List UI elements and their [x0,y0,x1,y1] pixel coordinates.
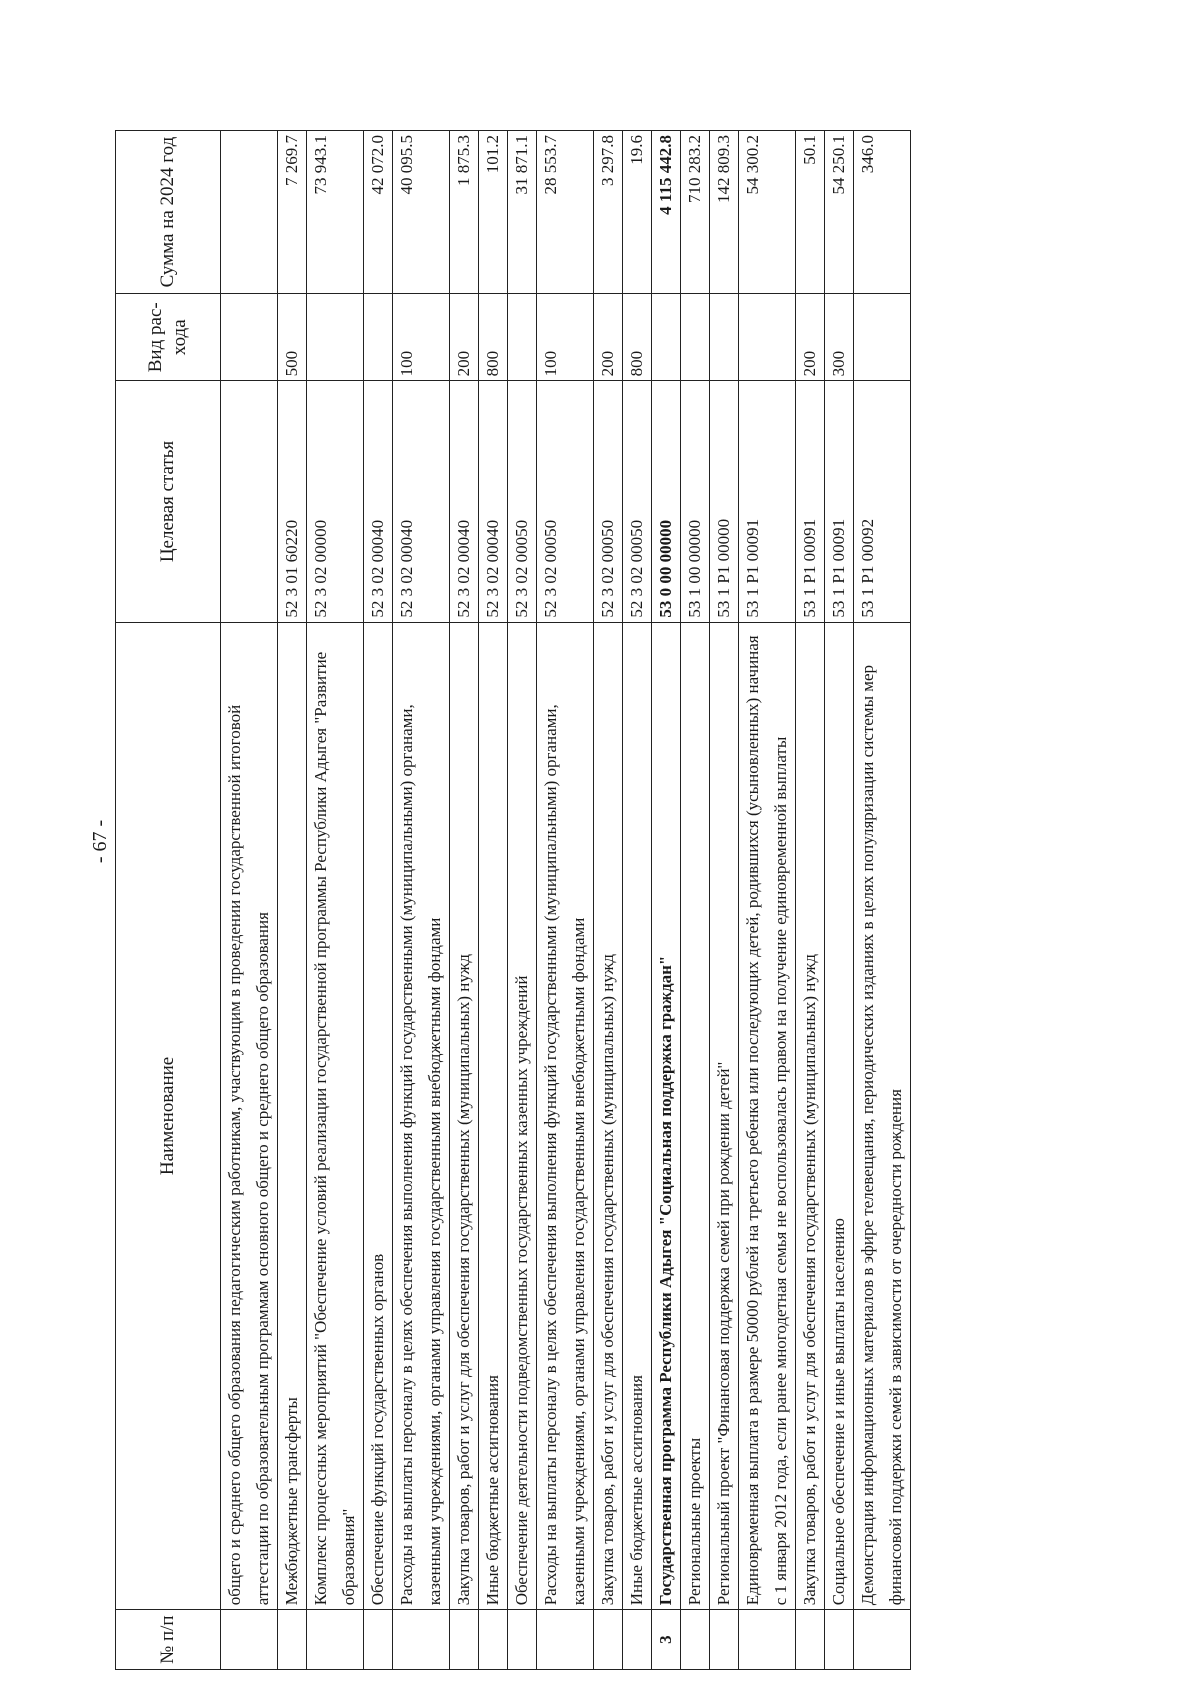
cell-name: Региональный проект "Финансовая поддержка семей при рождении детей" [710,622,739,1610]
table-row [854,131,911,1670]
cell-code: 52 3 02 00050 [594,381,623,622]
cell-kind: 800 [479,294,508,381]
cell-code: 52 3 02 00040 [479,381,508,622]
table-row [825,131,854,1670]
cell-kind [364,294,393,381]
cell-sum: 40 095.5 [393,131,450,294]
cell-num [364,1610,393,1670]
cell-kind: 200 [594,294,623,381]
cell-num [508,1610,537,1670]
cell-kind [307,294,364,381]
cell-kind [652,294,681,381]
cell-code: 52 3 02 00050 [508,381,537,622]
cell-kind: 200 [796,294,825,381]
cell-num [681,1610,710,1670]
cell-num [854,1610,911,1670]
cell-name: Закупка товаров, работ и услуг для обеспечения государственных (муниципальных) нужд [796,622,825,1610]
table-body [221,131,911,1670]
cell-name: Социальное обеспечение и иные выплаты населению [825,622,854,1610]
cell-num [307,1610,364,1670]
cell-name: Обеспечение функций государственных органов [364,622,393,1610]
cell-sum: 31 871.1 [508,131,537,294]
cell-code: 53 1 00 00000 [681,381,710,622]
cell-kind [681,294,710,381]
cell-code: 53 0 00 00000 [652,381,681,622]
cell-kind [854,294,911,381]
cell-code: 52 3 02 00040 [393,381,450,622]
cell-sum: 50.1 [796,131,825,294]
cell-kind: 100 [393,294,450,381]
table-header-row [116,131,221,1670]
cell-sum: 54 250.1 [825,131,854,294]
cell-num [479,1610,508,1670]
table-row [594,131,623,1670]
cell-kind [221,294,278,381]
cell-code: 52 3 02 00050 [623,381,652,622]
table-row [710,131,739,1670]
table-row [479,131,508,1670]
cell-num [739,1610,796,1670]
table-row [796,131,825,1670]
cell-code: 53 1 P1 00092 [854,381,911,622]
cell-code: 52 3 02 00000 [307,381,364,622]
cell-kind [710,294,739,381]
table-row [307,131,364,1670]
cell-sum: 710 283.2 [681,131,710,294]
table-container [115,130,995,1670]
cell-sum: 73 943.1 [307,131,364,294]
cell-num [450,1610,479,1670]
cell-code: 53 1 P1 00091 [739,381,796,622]
cell-num [537,1610,594,1670]
header-name: Наименование [116,622,221,1610]
cell-kind: 300 [825,294,854,381]
cell-code [221,381,278,622]
cell-num: 3 [652,1610,681,1670]
cell-num [393,1610,450,1670]
cell-kind: 200 [450,294,479,381]
budget-table [115,130,911,1670]
cell-sum: 1 875.3 [450,131,479,294]
cell-name: Закупка товаров, работ и услуг для обеспечения государственных (муниципальных) нужд [594,622,623,1610]
cell-name: Расходы на выплаты персоналу в целях обеспечения выполнения функций государственными (муниципальными) органами, казенными учреждениями, органами управления государственными внебюджетными фондами [537,622,594,1610]
cell-name: Региональные проекты [681,622,710,1610]
header-code: Целевая статья [116,381,221,622]
cell-sum: 346.0 [854,131,911,294]
cell-num [278,1610,307,1670]
cell-name: Комплекс процессных мероприятий "Обеспечение условий реализации государственной программы Республики Адыгея "Развитие образования" [307,622,364,1610]
cell-code: 52 3 02 00040 [364,381,393,622]
cell-kind [508,294,537,381]
cell-sum [221,131,278,294]
table-row [623,131,652,1670]
cell-sum: 42 072.0 [364,131,393,294]
cell-code: 53 1 P1 00000 [710,381,739,622]
header-sum: Сумма на 2024 год [116,131,221,294]
cell-name: Межбюджетные трансферты [278,622,307,1610]
cell-kind: 100 [537,294,594,381]
cell-num [221,1610,278,1670]
table-row [393,131,450,1670]
table-row [221,131,278,1670]
cell-name: Иные бюджетные ассигнования [623,622,652,1610]
cell-name: Закупка товаров, работ и услуг для обеспечения государственных (муниципальных) нужд [450,622,479,1610]
cell-code: 53 1 P1 00091 [796,381,825,622]
cell-code: 52 3 02 00050 [537,381,594,622]
header-num: № п/п [116,1610,221,1670]
table-row [681,131,710,1670]
cell-name: Демонстрация информационных материалов в эфире телевещания, периодических изданиях в целях популяризации системы мер финансовой поддержки семей в зависимости от очередности рождения [854,622,911,1610]
cell-sum: 142 809.3 [710,131,739,294]
table-row [278,131,307,1670]
cell-num [825,1610,854,1670]
cell-code: 52 3 01 60220 [278,381,307,622]
cell-code: 53 1 P1 00091 [825,381,854,622]
cell-kind: 500 [278,294,307,381]
rotated-page [115,130,995,1670]
cell-name: Обеспечение деятельности подведомственных государственных казенных учреждений [508,622,537,1610]
table-row [364,131,393,1670]
table-row [652,131,681,1670]
cell-name: Единовременная выплата в размере 50000 рублей на третьего ребенка или последующих детей, родившихся (усыновленных) начиная с 1 января 2012 года, если ранее многодетная семья не воспользовалась правом на получение единовременной выплаты [739,622,796,1610]
table-row [537,131,594,1670]
cell-name: Расходы на выплаты персоналу в целях обеспечения выполнения функций государственными (муниципальными) органами, казенными учреждениями, органами управления государственными внебюджетными фондами [393,622,450,1610]
header-kind: Вид рас- хода [116,294,221,381]
cell-num [594,1610,623,1670]
table-row [508,131,537,1670]
cell-sum: 7 269.7 [278,131,307,294]
table-row [739,131,796,1670]
cell-num [710,1610,739,1670]
cell-name: Государственная программа Республики Адыгея "Социальная поддержка граждан" [652,622,681,1610]
cell-name: общего и среднего общего образования педагогическим работникам, участвующим в проведении государственной итоговой аттестации по образовательным программам основного общего и среднего общего образования [221,622,278,1610]
cell-sum: 19.6 [623,131,652,294]
table-row [450,131,479,1670]
cell-kind: 800 [623,294,652,381]
cell-sum: 3 297.8 [594,131,623,294]
cell-sum: 101.2 [479,131,508,294]
cell-code: 52 3 02 00040 [450,381,479,622]
page-number: - 67 - [89,819,112,864]
cell-sum: 54 300.2 [739,131,796,294]
cell-name: Иные бюджетные ассигнования [479,622,508,1610]
cell-num [796,1610,825,1670]
cell-sum: 4 115 442.8 [652,131,681,294]
cell-sum: 28 553.7 [537,131,594,294]
cell-num [623,1610,652,1670]
cell-kind [739,294,796,381]
